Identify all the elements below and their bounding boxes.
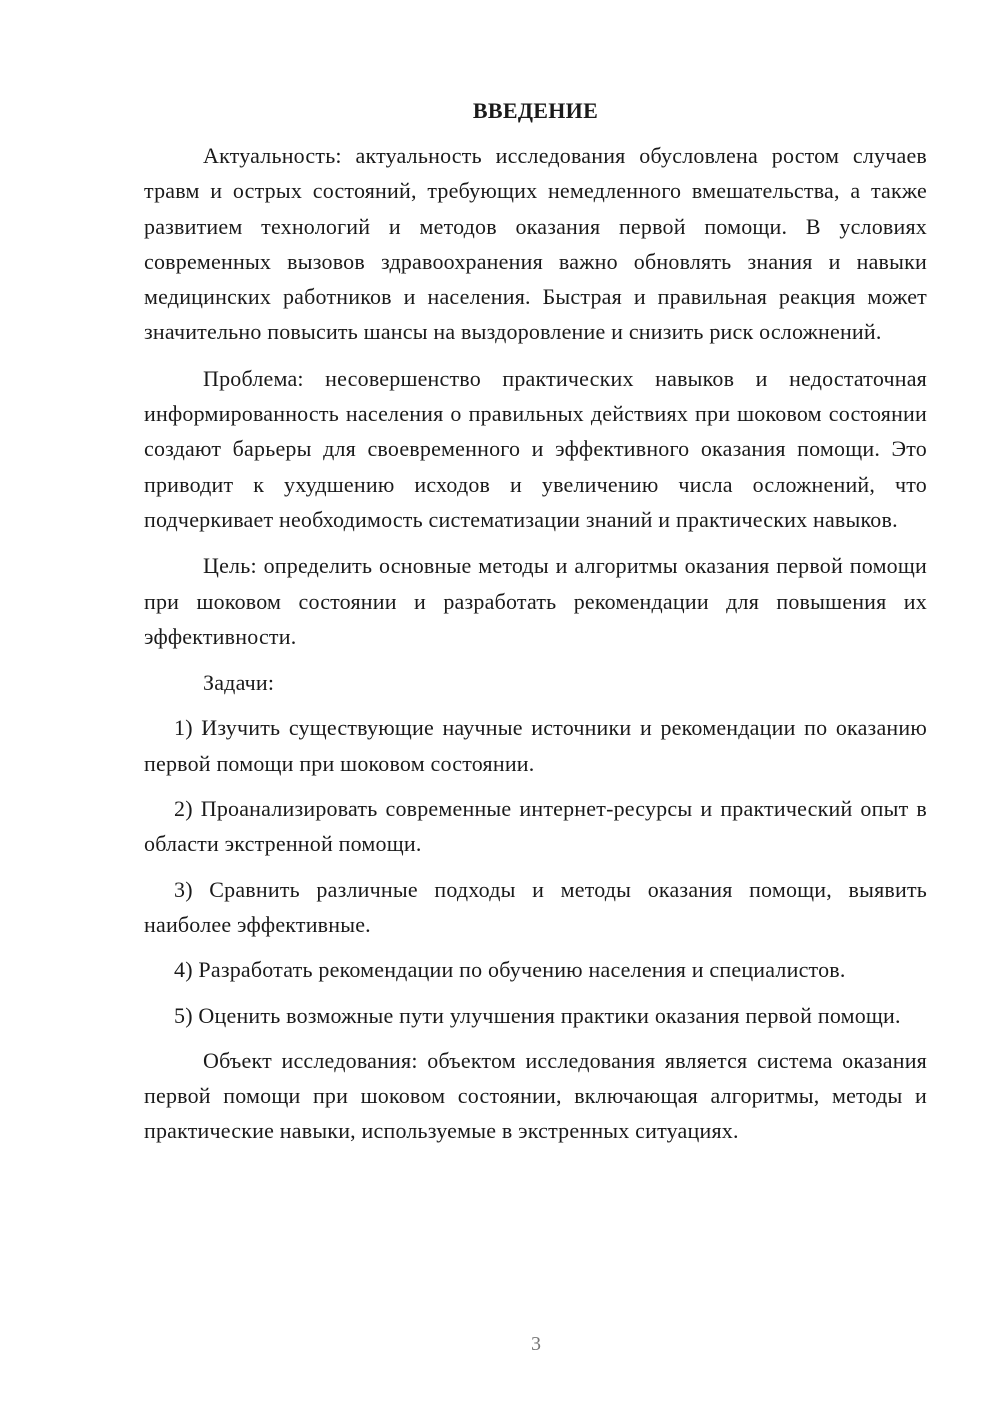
task-item: 5) Оценить возможные пути улучшения практики оказания первой помощи. — [174, 1002, 901, 1028]
tasks-heading: Задачи: — [203, 670, 275, 696]
problem-paragraph: Проблема: несовершенство практических навыков и недостаточная информированность населения о правильных действиях при шоковом состоянии создают барьеры для своевременного и эффективного оказания помощи. Это приводит к ухудшению исходов и увеличению числа осложнений, что подчеркивает необходимость систематизации знаний и практических навыков. — [144, 365, 927, 532]
task-item: 3) Сравнить различные подходы и методы оказания помощи, выявить наиболее эффективные. — [144, 876, 927, 937]
page-number: 3 — [531, 1333, 541, 1355]
task-item: 4) Разработать рекомендации по обучению населения и специалистов. — [174, 957, 846, 983]
section-title: ВВЕДЕНИЕ — [472, 98, 599, 123]
goal-paragraph: Цель: определить основные методы и алгоритмы оказания первой помощи при шоковом состоянии и разработать рекомендации для повышения их эффективности. — [144, 553, 927, 649]
object-paragraph: Объект исследования: объектом исследования является система оказания первой помощи при шоковом состоянии, включающая алгоритмы, методы и практические навыки, используемые в экстренных ситуациях. — [144, 1047, 927, 1144]
task-item: 2) Проанализировать современные интернет-ресурсы и практический опыт в области экстренной помощи. — [144, 796, 927, 857]
relevance-paragraph: Актуальность: актуальность исследования обусловлена ростом случаев травм и острых состояний, требующих немедленного вмешательства, а также развитием технологий и методов оказания первой помощи. В условиях современных вызовов здравоохранения важно обновлять знания и навыки медицинских работников и населения. Быстрая и правильная реакция может значительно повысить шансы на выздоровление и снизить риск осложнений. — [144, 143, 927, 345]
page-content — [144, 95, 927, 1160]
task-item: 1) Изучить существующие научные источники и рекомендации по оказанию первой помощи при шоковом состоянии. — [144, 715, 927, 776]
